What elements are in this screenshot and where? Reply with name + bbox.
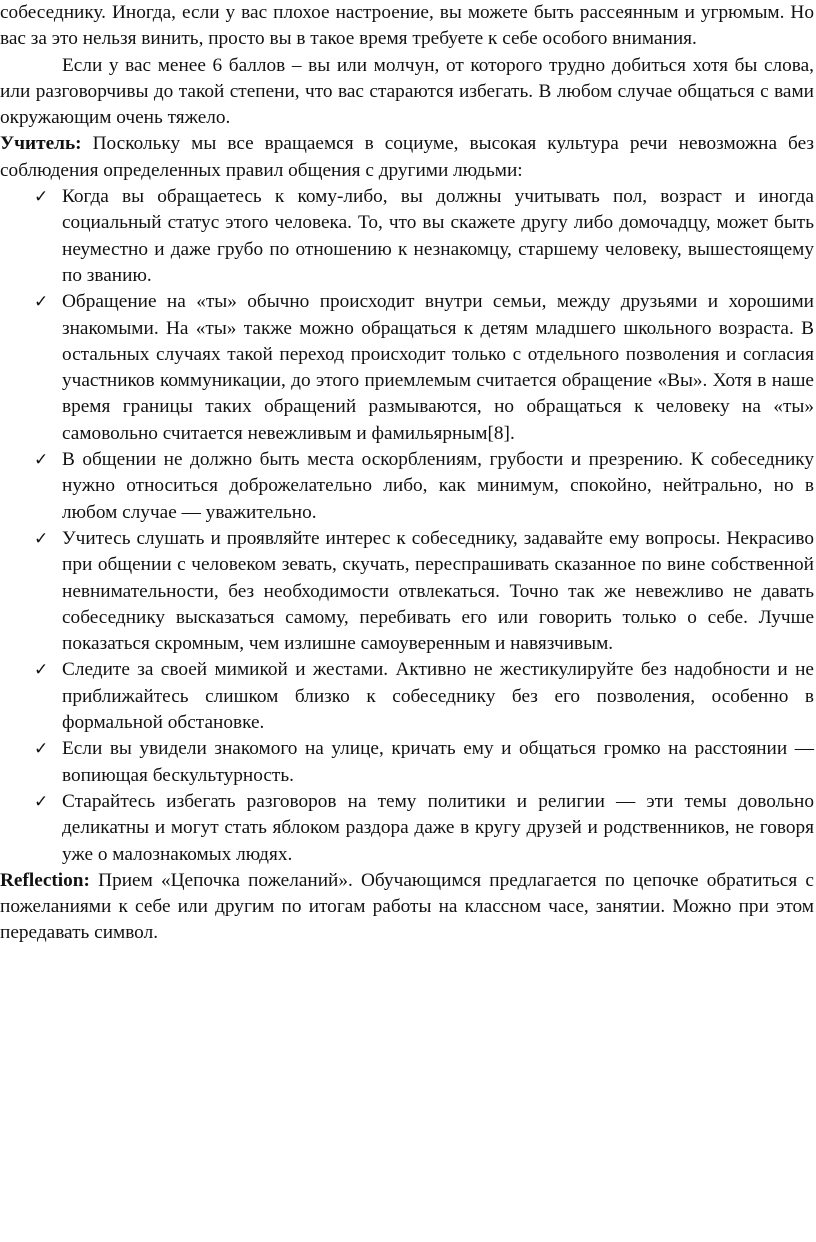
rule-text: Старайтесь избегать разговоров на тему политики и религии — эти темы довольно деликатны и могут стать яблоком раздора даже в кругу друзей и родственников, не говоря уже о малознакомых людях.	[62, 790, 814, 865]
rule-text: Следите за своей мимикой и жестами. Активно не жестикулируйте без надобности и не приближайтесь слишком близко к собеседнику без его позволения, особенно в формальной обстановке.	[62, 659, 814, 734]
list-item	[0, 289, 814, 447]
intro-paragraph: собеседнику. Иногда, если у вас плохое настроение, вы можете быть рассеянным и угрюмым. Но вас за это нельзя винить, просто вы в такое время требуете к себе особого внимания.	[0, 2, 814, 50]
check-mark-icon: ✓	[34, 660, 49, 681]
check-mark-icon: ✓	[34, 450, 49, 471]
rule-text: Если вы увидели знакомого на улице, кричать ему и общаться громко на расстоянии — вопиющая бескультурность.	[62, 738, 814, 786]
check-mark-icon: ✓	[34, 739, 49, 760]
check-mark-icon: ✓	[34, 292, 49, 313]
rule-text: Обращение на «ты» обычно происходит внутри семьи, между друзьями и хорошими знакомыми. На «ты» также можно обращаться к детям младшего школьного возраста. В остальных случаях такой переход происходит только с отдельного позволения и согласия участников коммуникации, до этого приемлемым считается обращение «Вы». Хотя в наше время границы таких обращений размываются, но обращаться к человеку на «ты» самовольно считается невежливым и фамильярным[8].	[62, 291, 814, 444]
reflection-text: Прием «Цепочка пожеланий». Обучающимся предлагается по цепочке обратиться с пожеланиями к себе или другим по итогам работы на классном часе, занятии. Можно при этом передавать символ.	[0, 869, 814, 944]
rule-text: В общении не должно быть места оскорблениям, грубости и презрению. К собеседнику нужно относиться доброжелательно либо, как минимум, спокойно, нейтрально, но в любом случае — уважительно.	[62, 449, 814, 523]
list-item	[0, 526, 814, 657]
list-item	[0, 447, 814, 526]
teacher-text: Поскольку мы все вращаемся в социуме, высокая культура речи невозможна без соблюдения определенных правил общения с другими людьми:	[0, 133, 814, 181]
list-item	[0, 184, 814, 289]
reflection-label: Reflection:	[0, 869, 90, 891]
check-mark-icon: ✓	[34, 791, 49, 812]
list-item	[0, 657, 814, 736]
rule-text: Учитесь слушать и проявляйте интерес к собеседнику, задавайте ему вопросы. Некрасиво при общении с человеком зевать, скучать, переспрашивать сказанное по вине собственной невнимательности, без необходимости отвлекаться. Точно так же невежливо не давать собеседнику высказаться самому, перебивать его или говорить только о себе. Лучше показаться скромным, чем излишне самоуверенным и навязчивым.	[62, 527, 814, 655]
check-mark-icon: ✓	[34, 528, 49, 549]
reflection-paragraph	[0, 868, 814, 947]
list-item	[0, 789, 814, 868]
teacher-label: Учитель:	[0, 133, 82, 155]
check-mark-icon: ✓	[34, 187, 49, 208]
score-paragraph: Если у вас менее 6 баллов – вы или молчун, от которого трудно добиться хотя бы слова, или разговорчивы до такой степени, что вас стараются избегать. В любом случае общаться с вами окружающим очень тяжело.	[0, 54, 814, 129]
rule-text: Когда вы обращаетесь к кому-либо, вы должны учитывать пол, возраст и иногда социальный статус этого человека. То, что вы скажете другу либо домочадцу, может быть неуместно и даже грубо по отношению к незнакомцу, старшему человеку, вышестоящему по званию.	[62, 186, 814, 286]
rules-list	[0, 184, 814, 868]
teacher-paragraph	[0, 131, 814, 184]
list-item	[0, 736, 814, 789]
